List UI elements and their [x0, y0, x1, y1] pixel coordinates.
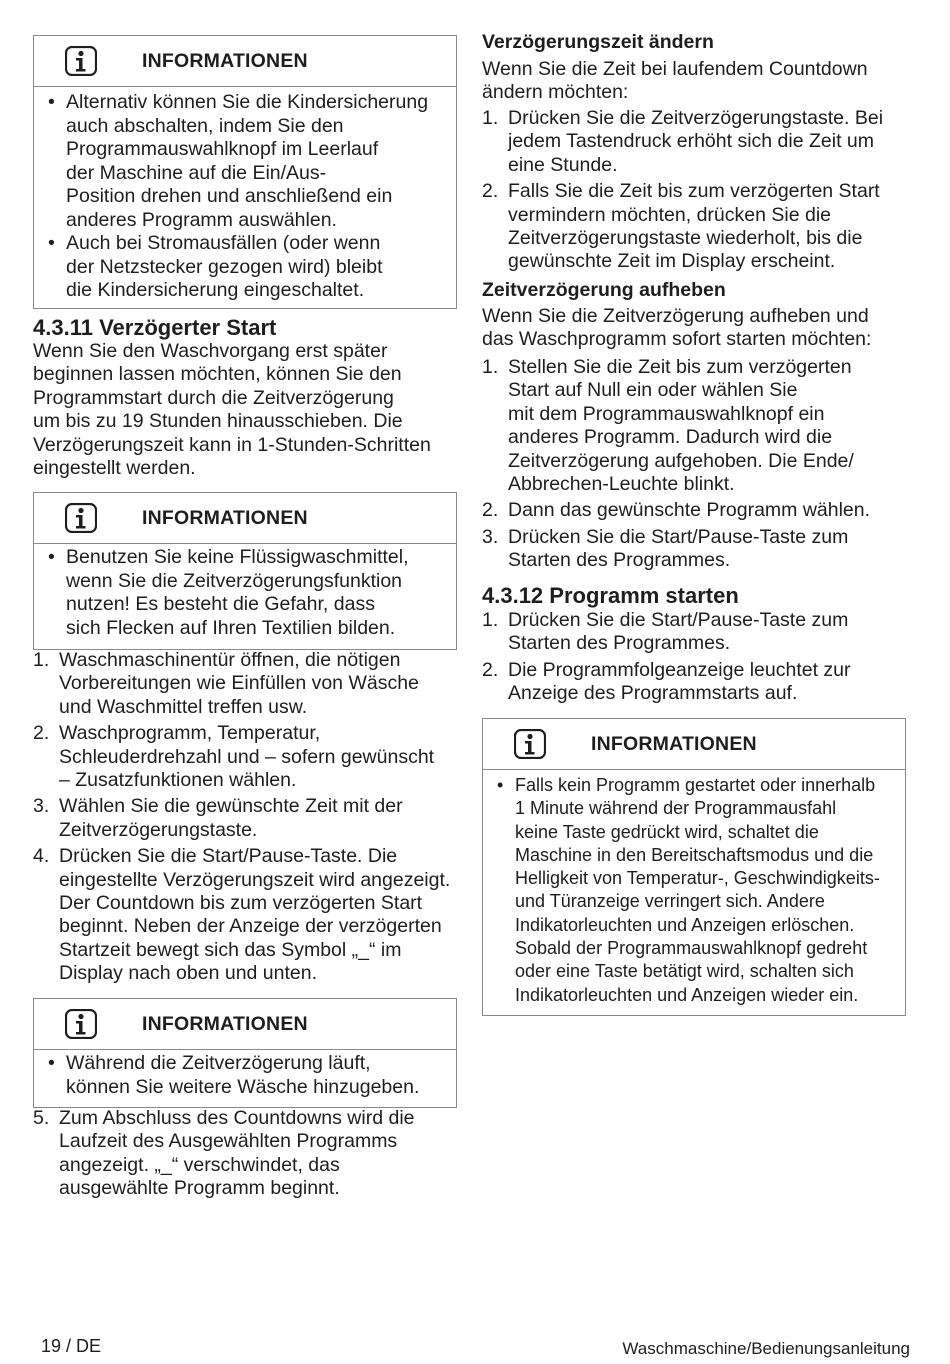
change-delay-heading: Verzögerungszeit ändern: [482, 31, 714, 53]
page-number: 19 / DE: [41, 1336, 102, 1356]
list-item: 1. Drücken Sie die Zeitverzögerungstaste. Bei jedem Tastendruck erhöht sich die Zeit um eine Stunde.: [482, 107, 884, 176]
section-heading-delayed-start: 4.3.11 Verzögerter Start: [33, 315, 277, 340]
list-item: 5. Zum Abschluss des Countdowns wird die Laufzeit des Ausgewählten Programms angezeigt. „_“ verschwindet, das ausgewählte Programm beginnt.: [33, 1107, 415, 1200]
list-item: 4. Drücken Sie die Start/Pause-Taste. Die eingestellte Verzögerungszeit wird angezeigt. Der Countdown bis zum verzögerten Start beginnt. Neben der Anzeige der verzögerten Startzeit bewegt sich das Symbol „_“ im Display nach oben und unten.: [33, 845, 451, 985]
info-box-title: INFORMATIONEN: [142, 1013, 308, 1035]
info-box-title: INFORMATIONEN: [591, 733, 757, 755]
info-box-liquid-detergent: [33, 492, 457, 650]
cancel-delay-steps: [482, 356, 912, 576]
start-program-steps: [482, 609, 912, 709]
info-box-title: INFORMATIONEN: [142, 507, 308, 529]
info-icon: [65, 46, 97, 76]
info-box-header: [34, 999, 456, 1050]
list-item: 2. Falls Sie die Zeit bis zum verzögerten Start vermindern möchten, drücken Sie die Zeitverzögerungstaste wiederholt, bis die gewünschte Zeit im Display erscheint.: [482, 180, 880, 273]
info-box-header: [483, 719, 905, 770]
list-item: 2. Die Programmfolgeanzeige leuchtet zur Anzeige des Programmstarts auf.: [482, 658, 851, 705]
list-item: 3. Wählen Sie die gewünschte Zeit mit der Zeitverzögerungstaste.: [33, 795, 403, 841]
list-item: 3. Drücken Sie die Start/Pause-Taste zum Starten des Programmes.: [482, 525, 849, 572]
info-bullet: • Während die Zeitverzögerung läuft, können Sie weitere Wäsche hinzugeben.: [66, 1052, 446, 1099]
document-title: Waschmaschine/Bedienungsanleitung: [622, 1339, 910, 1358]
info-box-add-laundry: [33, 998, 457, 1108]
delayed-start-steps-continued: [33, 1107, 463, 1204]
info-box-header: [34, 493, 456, 544]
delayed-start-intro: Wenn Sie den Waschvorgang erst später beginnen lassen möchten, können Sie den Programmstart durch die Zeitverzögerung um bis zu 19 Stunden hinausschieben. Die Verzögerungszeit kann in 1-Stunden-Schritten eingestellt werden.: [33, 340, 431, 480]
info-box-header: [34, 36, 456, 87]
cancel-delay-intro: Wenn Sie die Zeitverzögerung aufheben und das Waschprogramm sofort starten möchten:: [482, 305, 872, 351]
info-box-child-lock: [33, 35, 457, 309]
list-item: 1. Stellen Sie die Zeit bis zum verzögerten Start auf Null ein oder wählen Sie mit dem Programmauswahlknopf ein anderes Programm. Dadurch wird die Zeitverzögerung aufgehoben. Die Ende/ Abbrechen-Leuchte blinkt.: [482, 356, 854, 496]
info-bullet: • Falls kein Programm gestartet oder innerhalb 1 Minute während der Programmausfahl keine Taste gedrückt wird, schaltet die Maschine in den Bereitschaftsmodus und die Helligkeit von Temperatur-, Geschwindigkeits- und Türanzeige verringert sich. Andere Indikatorleuchten und Anzeigen erlöschen. Sobald der Programmauswahlknopf gedreht oder eine Taste betätigt wird, schalten sich Indikatorleuchten und Anzeigen wieder ein.: [515, 774, 895, 1007]
info-box-title: INFORMATIONEN: [142, 50, 308, 72]
cancel-delay-heading: Zeitverzögerung aufheben: [482, 279, 726, 301]
change-delay-intro: Wenn Sie die Zeit bei laufendem Countdown ändern möchten:: [482, 58, 868, 104]
info-box-standby: [482, 718, 906, 1016]
info-icon: [65, 1009, 97, 1039]
change-delay-steps: [482, 107, 912, 277]
list-item: 2. Waschprogramm, Temperatur, Schleuderdrehzahl und – sofern gewünscht – Zusatzfunktionen wählen.: [33, 722, 435, 792]
info-icon: [514, 729, 546, 759]
list-item: 1. Drücken Sie die Start/Pause-Taste zum Starten des Programmes.: [482, 609, 849, 655]
info-icon: [65, 503, 97, 533]
list-item: 2. Dann das gewünschte Programm wählen.: [482, 499, 871, 522]
info-bullet: • Auch bei Stromausfällen (oder wenn der Netzstecker gezogen wird) bleibt die Kindersicherung eingeschaltet.: [66, 232, 446, 303]
delayed-start-steps: [33, 649, 463, 989]
list-item: 1. Waschmaschinentür öffnen, die nötigen Vorbereitungen wie Einfüllen von Wäsche und Waschmittel treffen usw.: [33, 649, 419, 718]
section-heading-start-program: 4.3.12 Programm starten: [482, 583, 739, 608]
info-bullet: • Alternativ können Sie die Kindersicherung auch abschalten, indem Sie den Programmauswahlknopf im Leerlauf der Maschine auf die Ein/Aus- Position drehen und anschließend ein anderes Programm auswählen.: [66, 91, 446, 232]
info-bullet: • Benutzen Sie keine Flüssigwaschmittel, wenn Sie die Zeitverzögerungsfunktion nutzen! Es besteht die Gefahr, dass sich Flecken auf Ihren Textilien bilden.: [66, 546, 446, 640]
